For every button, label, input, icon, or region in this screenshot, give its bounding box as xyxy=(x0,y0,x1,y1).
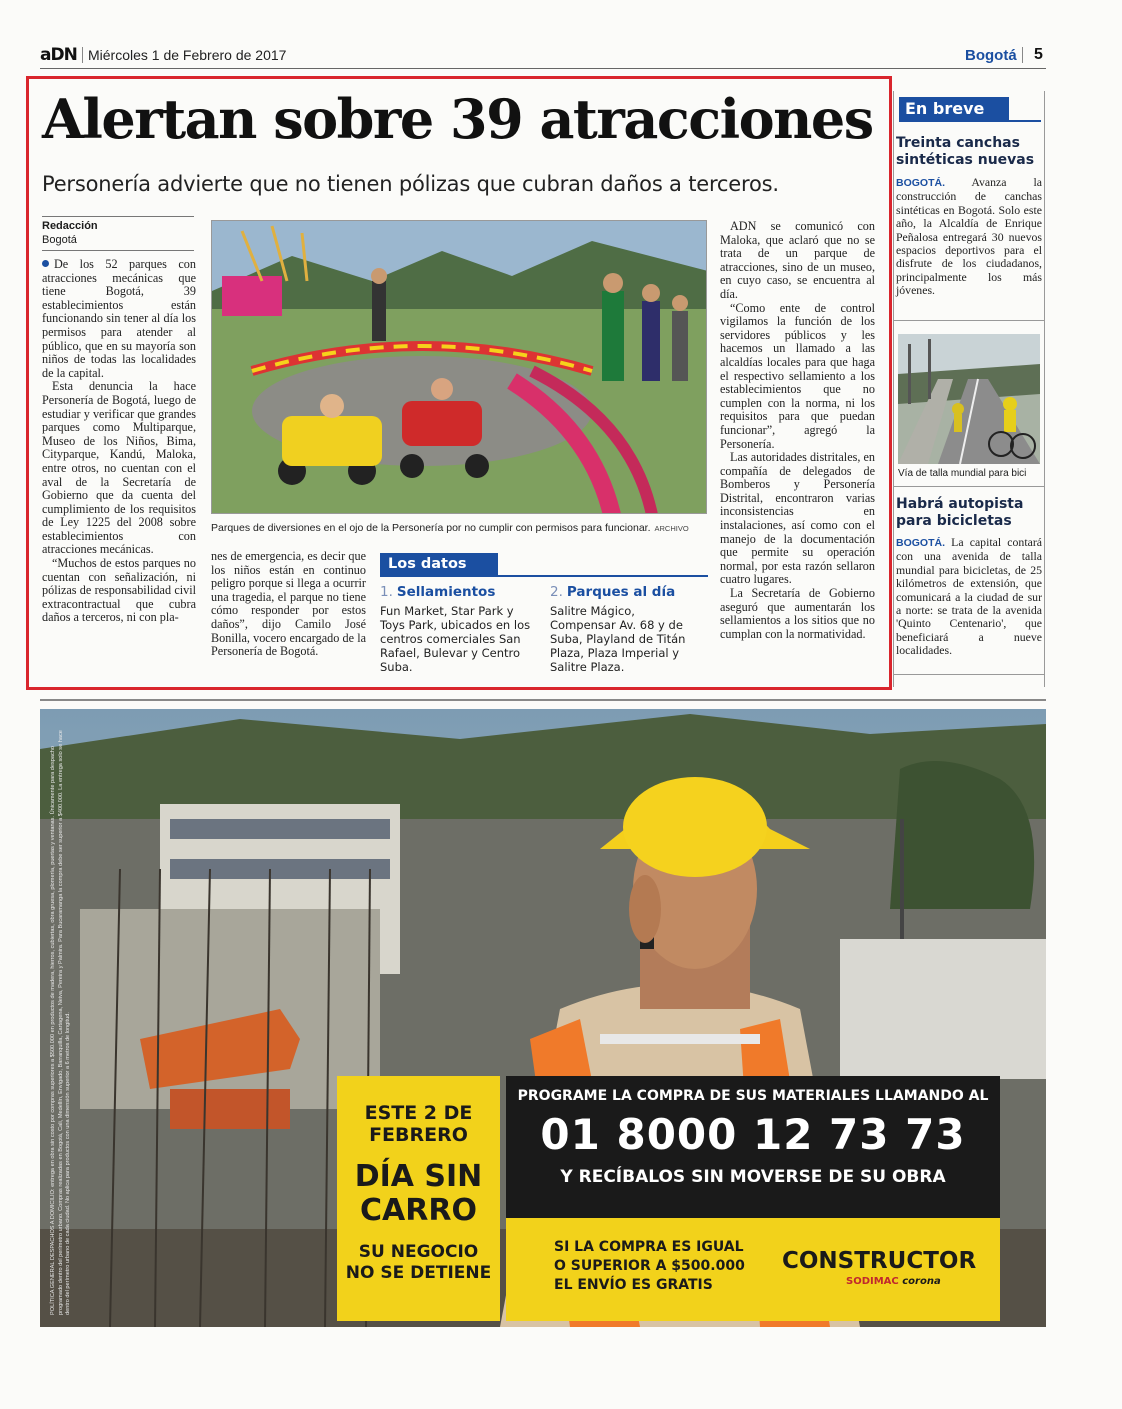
promo-date xyxy=(337,1102,500,1146)
delivery-message: Y RECÍBALOS SIN MOVERSE DE SU OBRA xyxy=(560,1167,946,1187)
photo-caption xyxy=(211,522,711,534)
paragraph-text: De los 52 parques con atracciones mecánicas que tiene Bogotá, 39 establecimientos están funcionando sin tener al día los permisos para atender al público, que en su mayoría son niños de todas las localidades de la capital. xyxy=(42,257,196,380)
promo-title-line: DÍA SIN xyxy=(354,1159,483,1194)
ad-call-box xyxy=(506,1076,1000,1218)
brief-text: La capital contará con una avenida de talla mundial para bicicletas, de 25 kilómetros de extensión, que comunicará a la ciudad de sur a norte: se trata de la avenida 'Quinto Centenario', que beneficiará a nueve localidades. xyxy=(896,535,1042,658)
promo-title xyxy=(337,1160,500,1228)
article-column-1 xyxy=(42,258,196,625)
paragraph xyxy=(42,258,196,380)
paragraph: Esta denuncia la hace Personería de Bogotá, luego de estudiar y verificar que grandes parques como Multiparque, Museo de los Niños, Bima, Cityparque, Kandú, Maloka, entre otros, no cuentan con el aval de la Secretaría de Gobierno que da cuenta del cumplimiento de los requisitos de Ley 1225 del 2008 sobre establecimientos con atracciones mecánicas. xyxy=(42,379,196,557)
free-shipping-note xyxy=(554,1238,745,1295)
article-column-2 xyxy=(211,550,366,659)
sidebar-divider xyxy=(894,486,1044,487)
paragraph: nes de emergencia, es decir que los niños están en continuo peligro porque si llega a ocurrir una tragedia, el parque no tiene cómo responder por estos daños”, dijo Camilo José Bonilla, vocero encargado de la Personería de Bogotá. xyxy=(211,549,366,659)
page-number: 5 xyxy=(1034,46,1043,63)
byline-rule xyxy=(42,250,194,251)
item-number: 1. xyxy=(380,584,393,600)
promo-title-line: CARRO xyxy=(360,1193,477,1228)
paragraph: Las autoridades distritales, en compañía de delegados de Bomberos y Personería Distrital, encontraron varias inconsistencias en instalaciones, así como con el manejo de la documentación que permite su operación normal, por esta razón sellaron cuatro lugares. xyxy=(720,450,875,587)
brief-2-title: Habrá autopista para bicicletas xyxy=(896,496,1024,529)
caption-text: Parques de diversiones en el ojo de la Personería por no cumplir con permisos para funcionar. xyxy=(211,522,651,534)
brief-city: BOGOTÁ. xyxy=(896,177,945,189)
paragraph: La Secretaría de Gobierno aseguró que aumentarán los sellamientos a los sitios que no cumplan con la normatividad. xyxy=(720,586,875,641)
bullet-icon xyxy=(42,260,49,267)
ad-legal-text xyxy=(44,715,106,1320)
item-title: Parques al día xyxy=(566,584,676,600)
datos-item-2-body: Salitre Mágico, Compensar Av. 68 y de Suba, Playland de Titán Plaza, Plaza Imperial y Salitre Plaza. xyxy=(550,604,686,674)
brief-1-body xyxy=(896,176,1042,298)
page-divider xyxy=(40,699,1046,701)
issue-date: Miércoles 1 de Febrero de 2017 xyxy=(88,47,287,63)
promo-date-line: ESTE 2 DE xyxy=(364,1102,473,1124)
photo-illustration xyxy=(212,221,707,514)
brand-logo: CONSTRUCTOR xyxy=(782,1248,977,1274)
ad-shipping-box xyxy=(506,1218,1000,1321)
photo-illustration xyxy=(898,334,1040,464)
datos-item-1-body: Fun Market, Star Park y Toys Park, ubicados en los centros comerciales San Rafael, Bulevar y Centro Suba. xyxy=(380,604,531,674)
article-headline: Alertan sobre 39 atracciones xyxy=(42,87,873,151)
bike-lane-photo xyxy=(898,334,1040,464)
sidebar-divider xyxy=(894,320,1044,321)
section-label: Bogotá xyxy=(965,47,1017,64)
call-instruction: PROGRAME LA COMPRA DE SUS MATERIALES LLAMANDO AL xyxy=(517,1088,989,1104)
sidebar-title-rule xyxy=(1009,120,1041,122)
brief-city: BOGOTÁ. xyxy=(896,537,945,549)
shipping-line: O SUPERIOR A $500.000 xyxy=(554,1258,745,1274)
brief-2-body xyxy=(896,536,1042,658)
header-separator xyxy=(82,47,83,63)
paragraph: “Como ente de control vigilamos la función de los servidores públicos y les hacemos un llamado a las alcaldías locales para que haga el respectivo sellamiento a los establecimientos que no cumplen con la norma, ni los requisitos para que puedan funcionar”, agregó la Personería. xyxy=(720,300,875,451)
promo-tagline-line: SU NEGOCIO xyxy=(358,1242,479,1262)
promo-date-line: FEBRERO xyxy=(369,1124,468,1146)
brand-sub-sodimac: SODIMAC xyxy=(846,1276,899,1287)
header-rule xyxy=(40,68,1046,69)
datos-item-1-title xyxy=(380,584,495,600)
phone-number: 01 8000 12 73 73 xyxy=(540,1110,966,1159)
bike-photo-caption: Vía de talla mundial para bici xyxy=(898,468,1027,479)
brand-sublogo xyxy=(846,1276,941,1287)
newspaper-logo: aDN xyxy=(40,45,77,65)
promo-tagline-line: NO SE DETIENE xyxy=(345,1263,492,1283)
promo-tagline xyxy=(337,1242,500,1284)
datos-item-2-title xyxy=(550,584,675,600)
photo-credit: ARCHIVO xyxy=(654,524,689,533)
shipping-line: EL ENVÍO ES GRATIS xyxy=(554,1277,713,1293)
paragraph: ADN se comunicó con Maloka, que aclaró que no se trata de un parque de atracciones, sino de un museo, en cuyo caso, se encuentra al día. xyxy=(720,219,875,301)
shipping-line: SI LA COMPRA ES IGUAL xyxy=(554,1239,744,1255)
sidebar-divider xyxy=(894,674,1044,675)
article-column-4 xyxy=(720,220,875,641)
datos-rule xyxy=(498,575,708,577)
item-title: Sellamientos xyxy=(396,584,496,600)
paragraph: “Muchos de estos parques no cuentan con señalización, ni pólizas de responsabilidad civil extracontractual que cubra daños a terceros, ni con pla- xyxy=(42,556,196,625)
byline-rule xyxy=(42,216,194,217)
article-photo-go-karts xyxy=(211,220,707,514)
sidebar-title: En breve xyxy=(899,97,1009,122)
article-subhead: Personería advierte que no tienen pólizas que cubran daños a terceros. xyxy=(42,172,779,196)
header-separator xyxy=(1022,47,1023,63)
brief-1-title: Treinta canchas sintéticas nuevas xyxy=(896,135,1035,168)
legal-fine-print: POLÍTICA GENERAL DESPACHOS A DOMICILIO: entrega en obra sin costo por compras superiores a $500.000 en productos de madera, hierros, cubiertas, obra gruesa, plomería, puertas y ventanas. Únicamente para despacho programado dentro del perímetro urbano. Compras realizadas en Bogotá, Cali, Medellín, Envigado, Barranquilla, Cartagena, Neiva, Pereira y Palmira. Para Bucaramanga la compra debe ser superior a $400.000. La entrega solo se hace dentro del perímetro urbano de cada ciudad. No aplica para productos con una dimensión superior a 6 metros de longitud. xyxy=(50,730,72,1315)
brand-sub-corona: corona xyxy=(902,1276,941,1287)
brief-text: Avanza la construcción de canchas sintéticas en Bogotá. Solo este año, la Alcaldía de Enrique Peñalosa entregará 30 nuevos espacios deportivos para el disfrute de los ciudadanos, principalmente los más jóvenes. xyxy=(896,175,1042,298)
datos-box-title: Los datos xyxy=(380,553,498,577)
ad-promo-box xyxy=(337,1076,500,1321)
byline-author: Redacción xyxy=(42,220,98,232)
byline-city: Bogotá xyxy=(42,234,77,246)
item-number: 2. xyxy=(550,584,563,600)
